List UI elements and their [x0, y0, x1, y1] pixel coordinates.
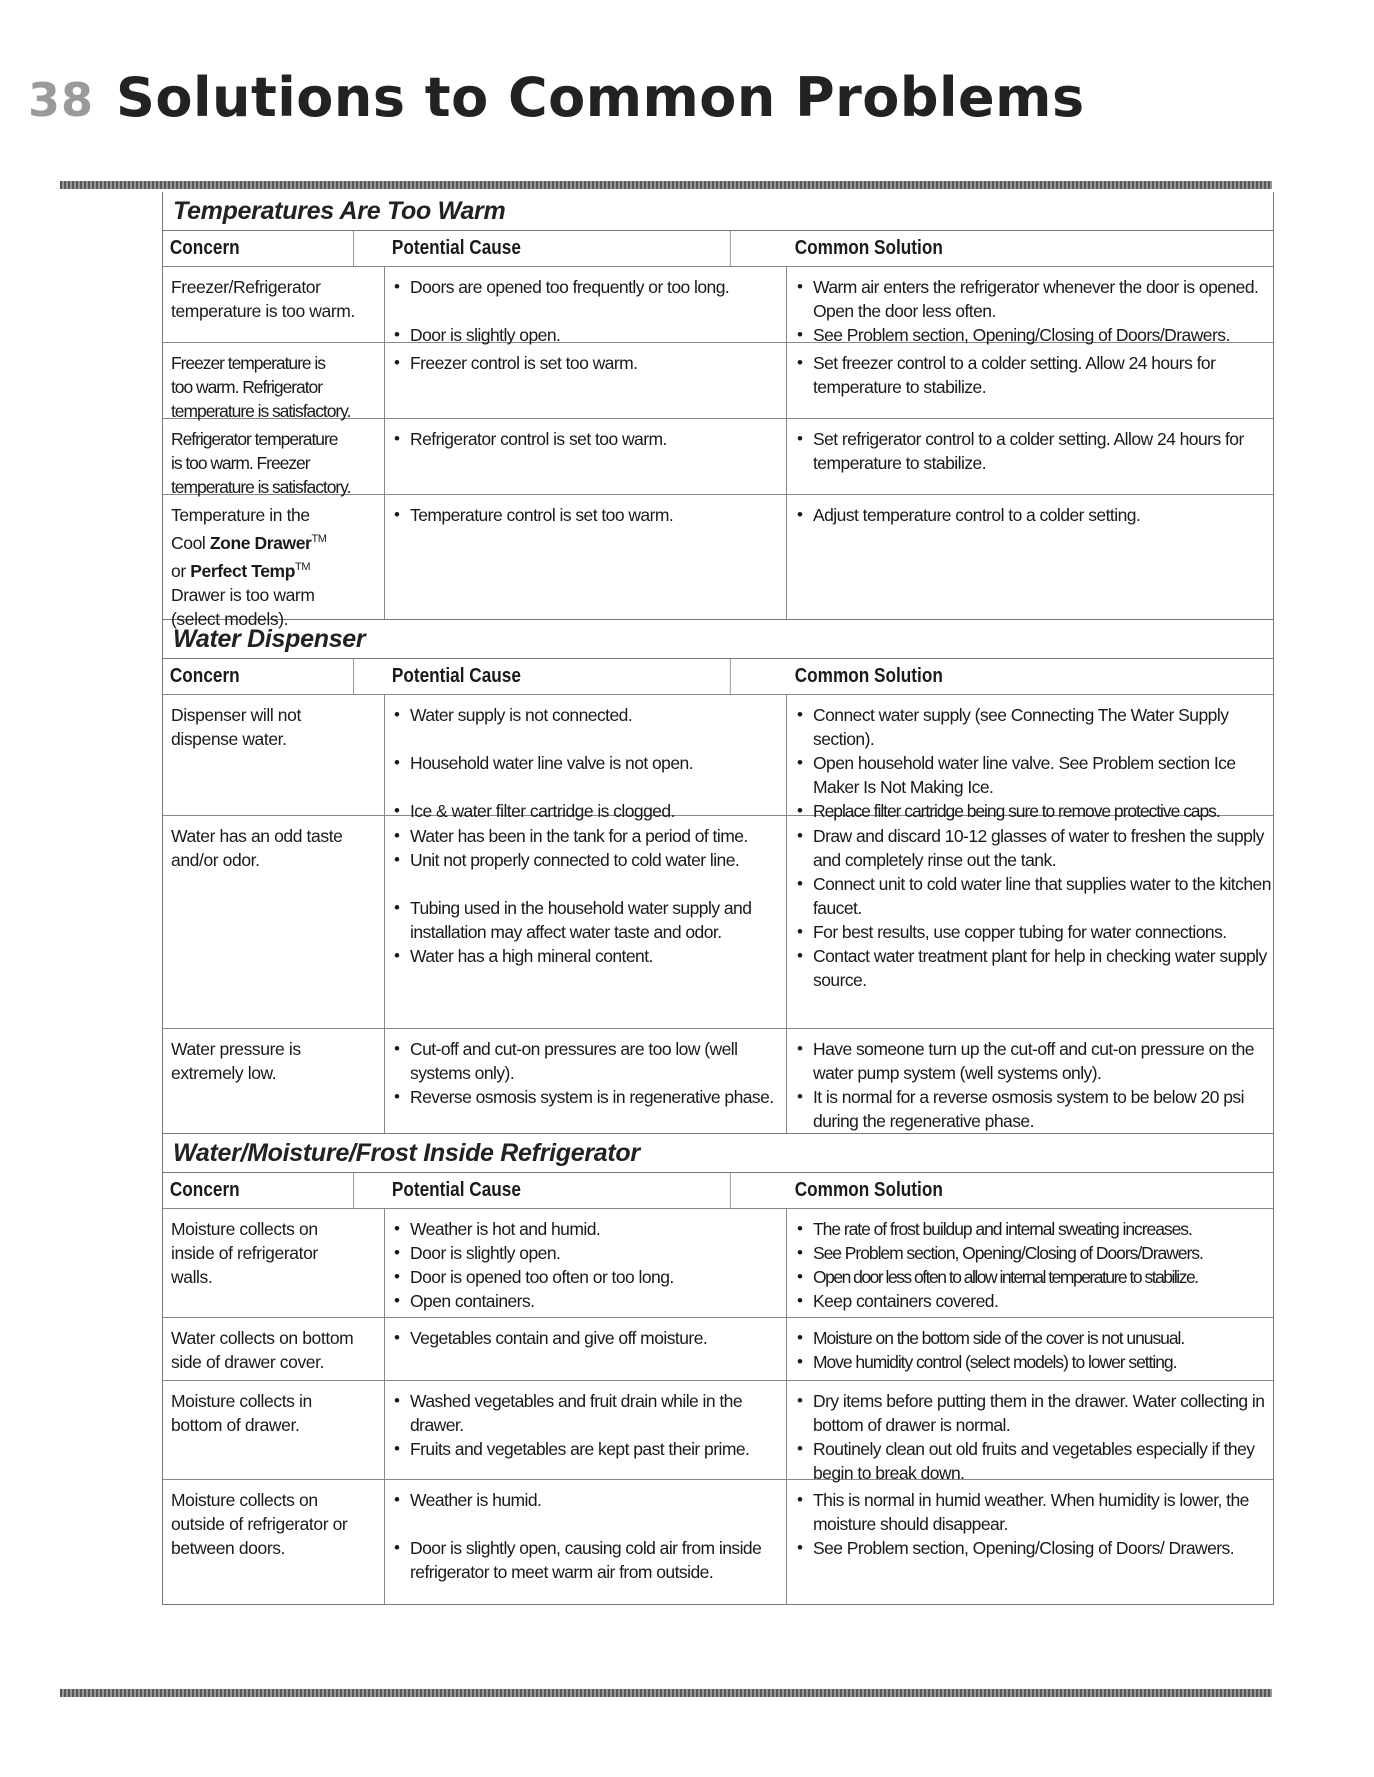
cause-item: • Cut-off and cut-on pressures are too low (well systems only).	[393, 1037, 786, 1085]
bottom-divider	[60, 1689, 1272, 1697]
solution-item: • See Problem section, Opening/Closing of Doors/Drawers.	[796, 1241, 1273, 1265]
solution-cell	[787, 695, 1273, 821]
concern-cell: Refrigerator temperature is too warm. Freezer temperature is satisfactory.	[163, 419, 385, 494]
table-row	[163, 1480, 1273, 1604]
solution-item: • Set freezer control to a colder setting. Allow 24 hours for temperature to stabilize.	[796, 351, 1273, 399]
table-row	[163, 816, 1273, 1029]
cause-item: • Washed vegetables and fruit drain while in the drawer.	[393, 1389, 786, 1437]
cause-item: • Door is slightly open.	[393, 323, 786, 347]
solution-item: • Routinely clean out old fruits and vegetables especially if they begin to break down.	[796, 1437, 1273, 1485]
solution-header: Common Solution	[794, 1179, 943, 1201]
concern-cell: Freezer/Refrigerator temperature is too warm.	[163, 267, 385, 342]
cause-item: • Weather is hot and humid.	[393, 1217, 786, 1241]
section-title-moisture: Water/Moisture/Frost Inside Refrigerator	[163, 1133, 1273, 1173]
cause-item: • Weather is humid.	[393, 1488, 786, 1512]
cause-item: • Water supply is not connected.	[393, 703, 786, 727]
concern-cell: Water has an odd taste and/or odor.	[163, 816, 385, 1028]
solution-item: • Open door less often to allow internal temperature to stabilize.	[796, 1265, 1273, 1289]
concern-cell: Temperature in the Cool Zone Drawer™ or Perfect Temp™ Drawer is too warm (select models).	[163, 495, 385, 619]
concern-cell: Dispenser will not dispense water.	[163, 695, 385, 815]
table-row	[163, 419, 1273, 495]
solution-item: • Connect water supply (see Connecting The Water Supply section).	[796, 703, 1273, 751]
concern-header: Concern	[163, 659, 354, 694]
cause-item: • Doors are opened too frequently or too long.	[393, 275, 786, 299]
cause-cell	[385, 1480, 787, 1604]
concern-cell: Moisture collects in bottom of drawer.	[163, 1381, 385, 1479]
cause-cell	[385, 816, 787, 1028]
cause-item: • Door is slightly open.	[393, 1241, 786, 1265]
table-row	[163, 1318, 1273, 1381]
cause-item: • Tubing used in the household water supply and installation may affect water taste and odor.	[393, 896, 786, 944]
solution-header: Common Solution	[794, 665, 943, 687]
concern-header: Concern	[163, 231, 354, 266]
table-row	[163, 1209, 1273, 1318]
table-row	[163, 695, 1273, 821]
cause-cell	[385, 495, 787, 619]
solution-cell	[787, 1209, 1273, 1317]
solution-item: • For best results, use copper tubing for water connections.	[796, 920, 1273, 944]
cause-item: • Reverse osmosis system is in regenerative phase.	[393, 1085, 786, 1109]
solution-item: • Dry items before putting them in the drawer. Water collecting in bottom of drawer is normal.	[796, 1389, 1273, 1437]
solution-item: • Connect unit to cold water line that supplies water to the kitchen faucet.	[796, 872, 1273, 920]
solution-item: • Open household water line valve. See Problem section Ice Maker Is Not Making Ice.	[796, 751, 1273, 799]
cause-cell	[385, 1029, 787, 1133]
solution-cell	[787, 419, 1273, 494]
solution-item: • Replace filter cartridge being sure to remove protective caps.	[796, 799, 1273, 823]
cause-item: • Door is opened too often or too long.	[393, 1265, 786, 1289]
solution-item: • Contact water treatment plant for help in checking water supply source.	[796, 944, 1273, 992]
section-title-water-dispenser: Water Dispenser	[163, 619, 1273, 659]
solution-cell	[787, 495, 1273, 619]
cause-header: Potential Cause	[385, 231, 731, 266]
concern-header: Concern	[163, 1173, 354, 1208]
solution-item: • Adjust temperature control to a colder setting.	[796, 503, 1273, 527]
cause-header: Potential Cause	[385, 659, 731, 694]
solution-item: • Keep containers covered.	[796, 1289, 1273, 1313]
solution-cell	[787, 267, 1273, 345]
page-header	[28, 66, 1085, 136]
solution-item: • Set refrigerator control to a colder setting. Allow 24 hours for temperature to stabilize.	[796, 427, 1273, 475]
table-row	[163, 267, 1273, 343]
concern-cell: Water collects on bottom side of drawer cover.	[163, 1318, 385, 1380]
table-row	[163, 343, 1273, 419]
solution-cell	[787, 1029, 1273, 1133]
table-row	[163, 495, 1273, 629]
cause-cell	[385, 419, 787, 494]
zone-drawer-brand: Zone Drawer	[209, 532, 312, 553]
cause-cell	[385, 1381, 787, 1479]
cause-item: • Ice & water filter cartridge is clogged.	[393, 799, 786, 823]
solution-item: • See Problem section, Opening/Closing of Doors/Drawers.	[796, 323, 1273, 347]
column-header-row	[163, 1173, 1273, 1209]
cause-item: • Fruits and vegetables are kept past their prime.	[393, 1437, 786, 1461]
cause-item: • Freezer control is set too warm.	[393, 351, 786, 375]
solution-item: • It is normal for a reverse osmosis system to be below 20 psi during the regenerative phase.	[796, 1085, 1273, 1133]
solution-header: Common Solution	[794, 237, 943, 259]
concern-cell: Freezer temperature is too warm. Refrigerator temperature is satisfactory.	[163, 343, 385, 418]
solution-cell	[787, 1381, 1273, 1483]
solution-item: • Draw and discard 10-12 glasses of water to freshen the supply and completely rinse out the tank.	[796, 824, 1273, 872]
cause-item: • Unit not properly connected to cold water line.	[393, 848, 786, 872]
solution-cell	[787, 816, 1273, 1028]
column-header-row	[163, 231, 1273, 267]
cause-item: • Vegetables contain and give off moisture.	[393, 1326, 786, 1350]
cause-item: • Water has a high mineral content.	[393, 944, 786, 968]
concern-cell: Moisture collects on inside of refrigerator walls.	[163, 1209, 385, 1317]
solution-item: • Moisture on the bottom side of the cover is not unusual.	[796, 1326, 1273, 1350]
cause-item: • Refrigerator control is set too warm.	[393, 427, 786, 451]
cause-item: • Water has been in the tank for a period of time.	[393, 824, 786, 848]
troubleshooting-tables	[162, 192, 1274, 1605]
section-title-temperatures: Temperatures Are Too Warm	[163, 192, 1273, 231]
top-divider	[60, 181, 1272, 189]
concern-cell: Water pressure is extremely low.	[163, 1029, 385, 1133]
solution-item: • The rate of frost buildup and internal sweating increases.	[796, 1217, 1273, 1241]
column-header-row	[163, 659, 1273, 695]
solution-cell	[787, 1480, 1273, 1604]
cause-item: • Open containers.	[393, 1289, 786, 1313]
concern-cell: Moisture collects on outside of refrigerator or between doors.	[163, 1480, 385, 1604]
solution-cell	[787, 343, 1273, 418]
cause-cell	[385, 343, 787, 418]
cause-cell	[385, 267, 787, 345]
solution-item: • Have someone turn up the cut-off and cut-on pressure on the water pump system (well systems only).	[796, 1037, 1273, 1085]
cause-item: • Temperature control is set too warm.	[393, 503, 786, 527]
page-number: 38	[28, 73, 95, 127]
solution-item: • Move humidity control (select models) to lower setting.	[796, 1350, 1273, 1374]
page-title: Solutions to Common Problems	[116, 66, 1085, 129]
table-row	[163, 1381, 1273, 1483]
cause-item: • Household water line valve is not open.	[393, 751, 786, 775]
table-row	[163, 1029, 1273, 1133]
cause-item: • Door is slightly open, causing cold air from inside refrigerator to meet warm air from outside.	[393, 1536, 786, 1584]
cause-cell	[385, 1318, 787, 1380]
cause-cell	[385, 695, 787, 821]
solution-item: • See Problem section, Opening/Closing of Doors/ Drawers.	[796, 1536, 1273, 1560]
solution-item: • Warm air enters the refrigerator whenever the door is opened. Open the door less often.	[796, 275, 1273, 323]
perfect-temp-brand: Perfect Temp	[190, 560, 296, 581]
cause-cell	[385, 1209, 787, 1317]
solution-item: • This is normal in humid weather. When humidity is lower, the moisture should disappear.	[796, 1488, 1273, 1536]
solution-cell	[787, 1318, 1273, 1380]
cause-header: Potential Cause	[385, 1173, 731, 1208]
